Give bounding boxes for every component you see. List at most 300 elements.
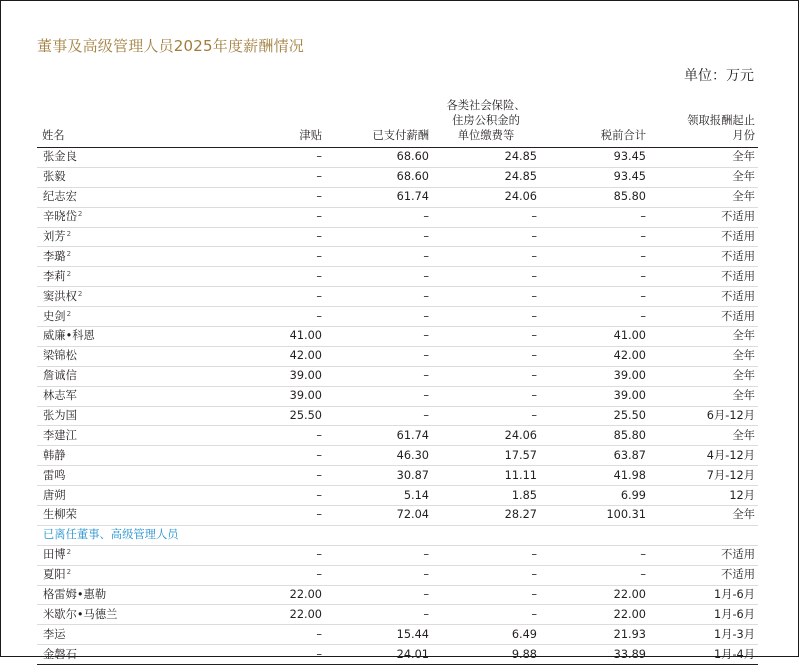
cell-allowance-text: –: [316, 269, 322, 283]
cell-allowance-text: 22.00: [289, 607, 322, 621]
cell-pretax: [540, 167, 649, 187]
table-row: [37, 506, 758, 526]
cell-name-text: 张为国: [43, 409, 77, 423]
cell-allowance: [192, 466, 325, 486]
cell-period-text: 不适用: [721, 269, 755, 283]
cell-pretax-text: 21.93: [613, 627, 646, 641]
cell-insurance: [432, 327, 540, 347]
cell-pretax: [540, 486, 649, 506]
cell-allowance-text: –: [316, 428, 322, 442]
header-period: [649, 98, 758, 148]
cell-period-text: 不适用: [721, 210, 755, 224]
cell-salary: [325, 327, 432, 347]
cell-pretax-text: –: [640, 210, 646, 224]
cell-insurance-text: 1.85: [511, 488, 537, 502]
cell-salary-text: 68.60: [396, 150, 429, 164]
cell-insurance: [432, 148, 540, 168]
cell-insurance: [432, 187, 540, 207]
cell-allowance: [192, 565, 325, 585]
cell-salary: [325, 307, 432, 327]
cell-pretax-text: 93.45: [613, 170, 646, 184]
cell-insurance: [432, 565, 540, 585]
cell-name: [37, 645, 192, 665]
cell-period-text: 不适用: [721, 289, 755, 303]
cell-insurance-text: –: [531, 607, 537, 621]
cell-salary: [325, 506, 432, 526]
cell-allowance: [192, 207, 325, 227]
cell-name: [37, 346, 192, 366]
cell-salary: [325, 386, 432, 406]
cell-period: [649, 545, 758, 565]
header-pretax: 税前合计: [540, 98, 649, 148]
table-row: [37, 645, 758, 665]
cell-allowance-text: –: [316, 568, 322, 582]
cell-salary: [325, 287, 432, 307]
cell-allowance: [192, 227, 325, 247]
cell-period: [649, 386, 758, 406]
table-row: [37, 346, 758, 366]
cell-period: [649, 486, 758, 506]
cell-name: [37, 327, 192, 347]
cell-pretax-text: 100.31: [606, 508, 646, 522]
cell-salary: [325, 247, 432, 267]
cell-insurance-text: –: [531, 309, 537, 323]
cell-salary-text: –: [423, 309, 429, 323]
cell-salary: [325, 605, 432, 625]
cell-salary: [325, 625, 432, 645]
cell-period-text: 不适用: [721, 309, 755, 323]
cell-name-text: 雷鸣: [43, 468, 66, 482]
cell-allowance-text: –: [316, 190, 322, 204]
header-row: [37, 98, 758, 148]
cell-period: [649, 645, 758, 665]
cell-salary-text: –: [423, 409, 429, 423]
cell-allowance: [192, 307, 325, 327]
table-row: [37, 466, 758, 486]
cell-pretax: [540, 506, 649, 526]
cell-insurance: [432, 605, 540, 625]
cell-salary: [325, 187, 432, 207]
cell-salary-text: –: [423, 607, 429, 621]
table-row: [37, 167, 758, 187]
cell-insurance: [432, 267, 540, 287]
cell-insurance-text: 28.27: [504, 508, 537, 522]
cell-salary: [325, 466, 432, 486]
cell-period: [649, 267, 758, 287]
cell-insurance-text: –: [531, 269, 537, 283]
cell-name-text: 张毅: [43, 170, 66, 184]
cell-allowance: [192, 625, 325, 645]
cell-allowance-text: –: [316, 448, 322, 462]
cell-allowance-text: –: [316, 468, 322, 482]
cell-allowance-text: –: [316, 548, 322, 562]
cell-period: [649, 506, 758, 526]
cell-insurance-text: –: [531, 389, 537, 403]
table-row: [37, 446, 758, 466]
cell-name-text: 夏阳: [43, 568, 66, 582]
cell-salary-text: –: [423, 588, 429, 602]
cell-period: [649, 426, 758, 446]
cell-period: [649, 227, 758, 247]
cell-salary-text: –: [423, 289, 429, 303]
cell-allowance-text: 39.00: [289, 389, 322, 403]
cell-name-text: 生柳荣: [43, 508, 77, 522]
cell-name-text: 林志军: [43, 389, 77, 403]
cell-pretax: [540, 446, 649, 466]
cell-salary: [325, 426, 432, 446]
cell-name: [37, 545, 192, 565]
header-name: 姓名: [37, 98, 192, 148]
footnote-marker: 2: [66, 269, 72, 278]
section-label-former: 已离任董事、高级管理人员: [37, 525, 758, 545]
cell-allowance: [192, 605, 325, 625]
table-row: [37, 426, 758, 446]
cell-period-text: 全年: [732, 329, 755, 343]
cell-name: [37, 307, 192, 327]
cell-period: [649, 307, 758, 327]
cell-insurance-text: 24.85: [504, 170, 537, 184]
table-row: [37, 207, 758, 227]
cell-allowance-text: –: [316, 210, 322, 224]
cell-pretax: [540, 605, 649, 625]
cell-insurance-text: –: [531, 349, 537, 363]
cell-pretax-text: –: [640, 548, 646, 562]
cell-salary: [325, 227, 432, 247]
cell-period: [649, 366, 758, 386]
cell-insurance-text: 24.06: [504, 428, 537, 442]
cell-pretax-text: –: [640, 230, 646, 243]
cell-salary-text: –: [423, 230, 429, 243]
cell-allowance: [192, 267, 325, 287]
cell-name-text: 格雷姆•惠勒: [43, 588, 107, 602]
cell-insurance: [432, 307, 540, 327]
cell-pretax: [540, 346, 649, 366]
table-row: [37, 565, 758, 585]
footnote-marker: 2: [66, 548, 72, 557]
cell-insurance: [432, 167, 540, 187]
cell-pretax: [540, 366, 649, 386]
header-insurance: [432, 98, 540, 148]
cell-allowance-text: 39.00: [289, 369, 322, 383]
cell-insurance: [432, 207, 540, 227]
cell-name-text: 唐朔: [43, 488, 66, 502]
footnote-marker: 2: [77, 289, 83, 298]
cell-name: [37, 446, 192, 466]
cell-period: [649, 625, 758, 645]
cell-period: [649, 247, 758, 267]
cell-name-text: 韩静: [43, 448, 66, 462]
cell-name-text: 李莉: [43, 269, 66, 283]
cell-period: [649, 585, 758, 605]
cell-salary: [325, 406, 432, 426]
cell-allowance-text: –: [316, 627, 322, 641]
cell-salary-text: 61.74: [396, 190, 429, 204]
cell-name: [37, 386, 192, 406]
cell-allowance-text: 42.00: [289, 349, 322, 363]
cell-salary-text: 24.01: [396, 647, 429, 661]
cell-insurance: [432, 625, 540, 645]
table-row: [37, 227, 758, 247]
cell-name-text: 李运: [43, 627, 66, 641]
cell-salary: [325, 446, 432, 466]
footnote-marker: 2: [66, 568, 72, 577]
cell-insurance: [432, 506, 540, 526]
table-row: [37, 247, 758, 267]
cell-name-text: 张金良: [43, 150, 77, 164]
table-row: [37, 267, 758, 287]
cell-salary: [325, 645, 432, 665]
cell-insurance: [432, 446, 540, 466]
cell-name: [37, 426, 192, 446]
table-row: [37, 287, 758, 307]
cell-allowance: [192, 386, 325, 406]
cell-allowance: [192, 506, 325, 526]
cell-pretax: [540, 148, 649, 168]
cell-salary: [325, 585, 432, 605]
cell-name-text: 刘芳: [43, 230, 66, 243]
cell-insurance: [432, 287, 540, 307]
cell-allowance: [192, 426, 325, 446]
cell-insurance: [432, 346, 540, 366]
table-body: [37, 148, 758, 665]
cell-allowance: [192, 287, 325, 307]
cell-salary: [325, 346, 432, 366]
table-row: [37, 545, 758, 565]
cell-pretax-text: –: [640, 249, 646, 263]
cell-pretax: [540, 327, 649, 347]
cell-period-text: 1月-3月: [713, 627, 755, 641]
cell-name: [37, 247, 192, 267]
cell-insurance: [432, 247, 540, 267]
cell-allowance-text: –: [316, 508, 322, 522]
cell-allowance: [192, 187, 325, 207]
cell-pretax-text: –: [640, 309, 646, 323]
cell-period-text: 4月-12月: [706, 448, 755, 462]
cell-allowance-text: 41.00: [289, 329, 322, 343]
cell-pretax-text: 39.00: [613, 369, 646, 383]
cell-period-text: 不适用: [721, 249, 755, 263]
table-row: [37, 625, 758, 645]
cell-allowance: [192, 585, 325, 605]
header-insurance-line1: 各类社会保险、: [446, 99, 526, 112]
cell-insurance-text: 17.57: [504, 448, 537, 462]
cell-period-text: 6月-12月: [706, 409, 755, 423]
cell-period-text: 12月: [729, 488, 755, 502]
cell-period-text: 不适用: [721, 568, 755, 582]
cell-name: [37, 187, 192, 207]
cell-insurance-text: –: [531, 210, 537, 224]
cell-name-text: 米歇尔•马德兰: [43, 607, 118, 621]
table-row: [37, 486, 758, 506]
cell-salary-text: 5.14: [403, 488, 429, 502]
cell-insurance: [432, 545, 540, 565]
cell-period-text: 全年: [732, 428, 755, 442]
cell-salary: [325, 565, 432, 585]
cell-insurance-text: 24.85: [504, 150, 537, 164]
cell-allowance: [192, 327, 325, 347]
cell-allowance-text: 25.50: [289, 409, 322, 423]
cell-pretax: [540, 645, 649, 665]
cell-insurance-text: 6.49: [511, 627, 537, 641]
cell-name: [37, 267, 192, 287]
table-row: [37, 605, 758, 625]
cell-period: [649, 565, 758, 585]
cell-name-text: 金磐石: [43, 647, 77, 661]
table-row: [37, 187, 758, 207]
cell-pretax-text: 42.00: [613, 349, 646, 363]
cell-insurance: [432, 366, 540, 386]
cell-insurance-text: 9.88: [511, 647, 537, 661]
cell-salary: [325, 148, 432, 168]
cell-salary: [325, 207, 432, 227]
cell-name: [37, 506, 192, 526]
cell-period-text: 不适用: [721, 230, 755, 243]
cell-insurance-text: –: [531, 230, 537, 243]
cell-period: [649, 167, 758, 187]
cell-period: [649, 187, 758, 207]
cell-pretax-text: –: [640, 289, 646, 303]
cell-pretax: [540, 207, 649, 227]
cell-name: [37, 585, 192, 605]
cell-allowance: [192, 645, 325, 665]
table-row: [37, 148, 758, 168]
table-row: [37, 307, 758, 327]
cell-allowance-text: –: [316, 309, 322, 323]
cell-allowance: [192, 346, 325, 366]
footnote-marker: 2: [77, 210, 83, 219]
header-period-line2: 月份: [732, 129, 755, 142]
cell-name: [37, 605, 192, 625]
cell-salary-text: 68.60: [396, 170, 429, 184]
cell-allowance-text: –: [316, 647, 322, 661]
cell-name: [37, 366, 192, 386]
cell-salary-text: –: [423, 369, 429, 383]
cell-allowance: [192, 406, 325, 426]
cell-pretax-text: –: [640, 568, 646, 582]
header-insurance-line3: 单位缴费等: [457, 129, 515, 142]
cell-insurance-text: –: [531, 409, 537, 423]
cell-insurance-text: –: [531, 588, 537, 602]
cell-allowance-text: –: [316, 230, 322, 243]
cell-insurance: [432, 386, 540, 406]
cell-pretax: [540, 247, 649, 267]
cell-pretax: [540, 466, 649, 486]
cell-name-text: 辛晓岱: [43, 210, 77, 224]
cell-allowance: [192, 366, 325, 386]
cell-pretax: [540, 386, 649, 406]
header-salary: 已支付薪酬: [325, 98, 432, 148]
cell-allowance: [192, 167, 325, 187]
table-row: [37, 386, 758, 406]
cell-period: [649, 466, 758, 486]
cell-name-text: 窦洪权: [43, 289, 77, 303]
cell-allowance-text: –: [316, 150, 322, 164]
cell-name: [37, 486, 192, 506]
cell-period-text: 全年: [732, 190, 755, 204]
cell-allowance-text: –: [316, 488, 322, 502]
table-row: [37, 327, 758, 347]
cell-pretax-text: 41.00: [613, 329, 646, 343]
cell-period-text: 1月-6月: [713, 607, 755, 621]
cell-pretax-text: 85.80: [613, 190, 646, 204]
cell-insurance-text: 24.06: [504, 190, 537, 204]
cell-allowance-text: –: [316, 289, 322, 303]
cell-name-text: 纪志宏: [43, 190, 77, 204]
unit-label: 单位：万元: [684, 68, 754, 84]
cell-period-text: 全年: [732, 369, 755, 383]
cell-period-text: 全年: [732, 170, 755, 184]
cell-pretax-text: 33.89: [613, 647, 646, 661]
cell-period: [649, 287, 758, 307]
cell-name-text: 詹诚信: [43, 369, 77, 383]
cell-period: [649, 406, 758, 426]
cell-salary-text: –: [423, 269, 429, 283]
cell-name-text: 田博: [43, 548, 66, 562]
cell-salary: [325, 486, 432, 506]
cell-name: [37, 625, 192, 645]
cell-insurance-text: –: [531, 369, 537, 383]
cell-name-text: 李璐: [43, 249, 66, 263]
cell-name: [37, 207, 192, 227]
cell-period-text: 1月-4月: [713, 647, 755, 661]
cell-name: [37, 466, 192, 486]
cell-salary-text: –: [423, 548, 429, 562]
cell-salary-text: –: [423, 210, 429, 224]
cell-pretax-text: 93.45: [613, 150, 646, 164]
cell-pretax-text: –: [640, 269, 646, 283]
cell-pretax: [540, 187, 649, 207]
section-row-former: [37, 525, 758, 545]
cell-allowance: [192, 446, 325, 466]
cell-period: [649, 605, 758, 625]
cell-insurance-text: –: [531, 329, 537, 343]
cell-allowance-text: –: [316, 249, 322, 263]
cell-name: [37, 406, 192, 426]
cell-allowance-text: –: [316, 170, 322, 184]
cell-name-text: 史剑: [43, 309, 66, 323]
cell-period: [649, 327, 758, 347]
cell-allowance: [192, 545, 325, 565]
cell-name: [37, 287, 192, 307]
cell-pretax-text: 6.99: [620, 488, 646, 502]
cell-pretax: [540, 227, 649, 247]
footnote-marker: 2: [66, 249, 72, 258]
cell-insurance: [432, 227, 540, 247]
cell-period-text: 全年: [732, 150, 755, 164]
table-row: [37, 366, 758, 386]
header-period-line1: 领取报酬起止: [687, 114, 755, 127]
cell-pretax: [540, 625, 649, 645]
header-allowance: 津贴: [192, 98, 325, 148]
header-insurance-line2: 住房公积金的: [452, 114, 520, 127]
cell-period-text: 全年: [732, 389, 755, 403]
cell-salary: [325, 366, 432, 386]
cell-insurance-text: –: [531, 568, 537, 582]
cell-salary: [325, 267, 432, 287]
cell-salary: [325, 545, 432, 565]
page-title: 董事及高级管理人员2025年度薪酬情况: [37, 37, 304, 55]
cell-name: [37, 167, 192, 187]
cell-name: [37, 148, 192, 168]
cell-pretax-text: 63.87: [613, 448, 646, 462]
cell-period: [649, 207, 758, 227]
cell-salary-text: 72.04: [396, 508, 429, 522]
cell-salary-text: –: [423, 249, 429, 263]
cell-pretax-text: 25.50: [613, 409, 646, 423]
cell-period-text: 1月-6月: [713, 588, 755, 602]
cell-allowance-text: 22.00: [289, 588, 322, 602]
footnote-marker: 2: [66, 230, 72, 238]
